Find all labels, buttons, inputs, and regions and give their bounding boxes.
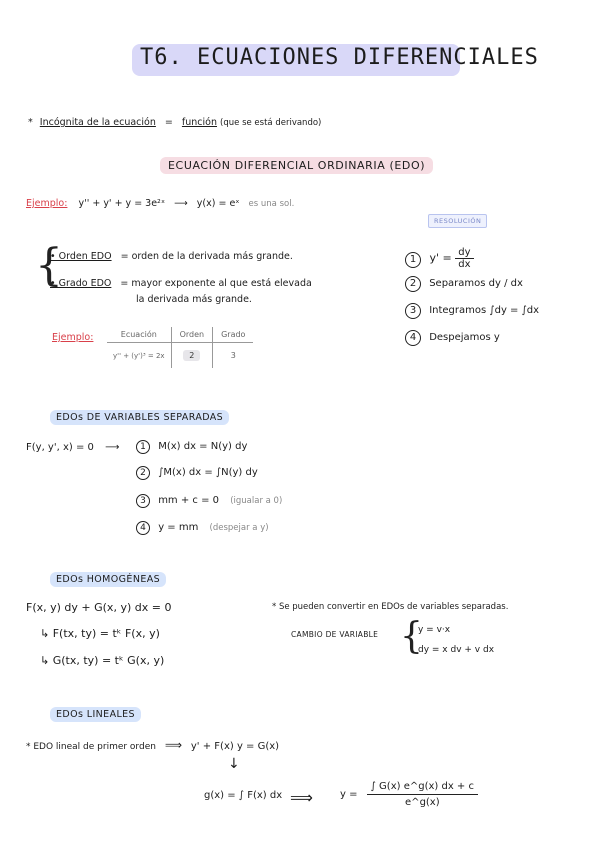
table-cell: 3 xyxy=(213,343,254,369)
separadas-step-2 xyxy=(136,466,258,480)
cambio-eq1: y = v·x xyxy=(418,625,451,635)
intro-bullet: * xyxy=(28,117,33,128)
lineales-row xyxy=(26,738,279,752)
table-header-cell: Ecuación xyxy=(107,327,171,343)
homogeneas-heading xyxy=(50,572,166,587)
intro-right: función xyxy=(181,117,218,128)
step-text: ∫M(x) dx = ∫N(y) dy xyxy=(158,467,258,478)
homogeneas-eq2: ↳ F(tx, ty) = tᵏ F(x, y) xyxy=(40,627,160,640)
orden-value-cell: 2 xyxy=(183,350,200,361)
resolucion-badge: RESOLUCIÓN xyxy=(428,214,487,228)
resolucion-step-2 xyxy=(405,276,523,292)
page-title: T6. ECUACIONES DIFERENCIALES xyxy=(140,45,539,70)
frac-numerator: dy xyxy=(455,247,473,259)
table-cell: y'' + (y')³ = 2x xyxy=(113,351,165,360)
table-header-row xyxy=(107,327,253,343)
step-number-icon: 2 xyxy=(136,466,150,480)
intro-eq: = xyxy=(164,117,173,128)
cambio-label: CAMBIO DE VARIABLE xyxy=(291,630,379,639)
long-arrow-icon: ⟶ xyxy=(105,442,120,453)
step-number-icon: 1 xyxy=(405,252,421,268)
separadas-step-3 xyxy=(136,494,282,508)
step-note: (igualar a 0) xyxy=(230,496,283,506)
arrow-icon: ⟶ xyxy=(174,198,188,209)
table-row xyxy=(107,343,253,369)
example2-label-text: Ejemplo: xyxy=(52,332,94,343)
step-text: y' = xyxy=(429,251,456,265)
step-note: (despejar a y) xyxy=(209,523,269,533)
resolucion-step-3 xyxy=(405,303,539,319)
separadas-step-4 xyxy=(136,521,269,535)
step-number-icon: 3 xyxy=(136,494,150,508)
lineales-heading xyxy=(50,707,141,722)
solution-fraction xyxy=(367,781,478,808)
homogeneas-note: * Se pueden convertir en EDOs de variables separadas. xyxy=(272,602,509,612)
example2-label xyxy=(52,332,93,343)
frac-denominator: e^g(x) xyxy=(405,797,440,808)
separadas-step-1 xyxy=(136,440,247,454)
separadas-start xyxy=(26,442,119,453)
step-number-icon: 1 xyxy=(136,440,150,454)
example2-table xyxy=(107,327,253,368)
step-text: y = mm xyxy=(158,522,199,533)
y-eq: y = xyxy=(340,789,358,800)
resolucion-step-1 xyxy=(405,247,474,270)
step-number-icon: 2 xyxy=(405,276,421,292)
homogeneas-eq1: F(x, y) dy + G(x, y) dx = 0 xyxy=(26,601,172,614)
orden-value: = orden de la derivada más grande. xyxy=(120,251,293,262)
example1-equation: y'' + y' + y = 3e²ˣ xyxy=(78,198,166,209)
grado-value-2: la derivada más grande. xyxy=(136,294,252,305)
table-header-cell: Grado xyxy=(213,327,254,343)
orden-label: • Orden EDO xyxy=(50,251,112,262)
step-text: mm + c = 0 xyxy=(158,495,220,506)
double-arrow-icon: ⟹ xyxy=(290,788,313,807)
example1-note: es una sol. xyxy=(248,199,295,209)
y-solution xyxy=(340,781,478,808)
lineales-heading-text: EDOs LINEALES xyxy=(56,709,135,720)
resolucion-step-4 xyxy=(405,330,500,346)
lineales-equation: y' + F(x) y = G(x) xyxy=(190,741,280,752)
step-text: Integramos ∫dy = ∫dx xyxy=(429,305,540,316)
brace-icon: { xyxy=(400,616,423,657)
step-number-icon: 4 xyxy=(136,521,150,535)
separadas-start-eq: F(y, y', x) = 0 xyxy=(26,442,94,453)
example1 xyxy=(26,198,294,209)
homogeneas-eq3: ↳ G(tx, ty) = tᵏ G(x, y) xyxy=(40,654,165,667)
edo-heading-text: ECUACIÓN DIFERENCIAL ORDINARIA (EDO) xyxy=(168,159,426,172)
grado-row xyxy=(50,278,312,289)
intro-left: Incógnita de la ecuación xyxy=(39,117,156,128)
edo-heading xyxy=(160,157,433,174)
step-text: Despejamos y xyxy=(429,332,500,343)
step-text: Separamos dy / dx xyxy=(429,278,523,289)
separadas-heading xyxy=(50,410,229,425)
orden-row xyxy=(50,251,293,262)
example1-label: Ejemplo: xyxy=(26,198,68,209)
dy-dx-fraction xyxy=(455,247,473,270)
double-arrow-icon: ⟹ xyxy=(164,738,183,752)
lineales-text: * EDO lineal de primer orden xyxy=(26,742,156,752)
frac-numerator: ∫ G(x) e^g(x) dx + c xyxy=(367,781,478,795)
intro-paren: (que se está derivando) xyxy=(220,118,322,128)
grado-value: = mayor exponente al que está elevada xyxy=(120,278,312,289)
homogeneas-heading-text: EDOs HOMOGÉNEAS xyxy=(56,574,161,585)
table-cell xyxy=(171,343,213,369)
table-header-cell: Orden xyxy=(171,327,213,343)
intro-line xyxy=(28,117,321,128)
step-number-icon: 4 xyxy=(405,330,421,346)
brace-icon: { xyxy=(35,240,63,291)
g-definition: g(x) = ∫ F(x) dx xyxy=(204,790,283,801)
down-arrow-icon: ↓ xyxy=(228,756,240,772)
step-number-icon: 3 xyxy=(405,303,421,319)
grado-label: • Grado EDO xyxy=(50,278,112,289)
step-text: M(x) dx = N(y) dy xyxy=(158,441,248,452)
separadas-heading-text: EDOs DE VARIABLES SEPARADAS xyxy=(56,412,224,423)
cambio-eq2: dy = x dv + v dx xyxy=(418,645,495,655)
example1-result: y(x) = eˣ xyxy=(196,198,240,209)
frac-denominator: dx xyxy=(458,259,471,270)
